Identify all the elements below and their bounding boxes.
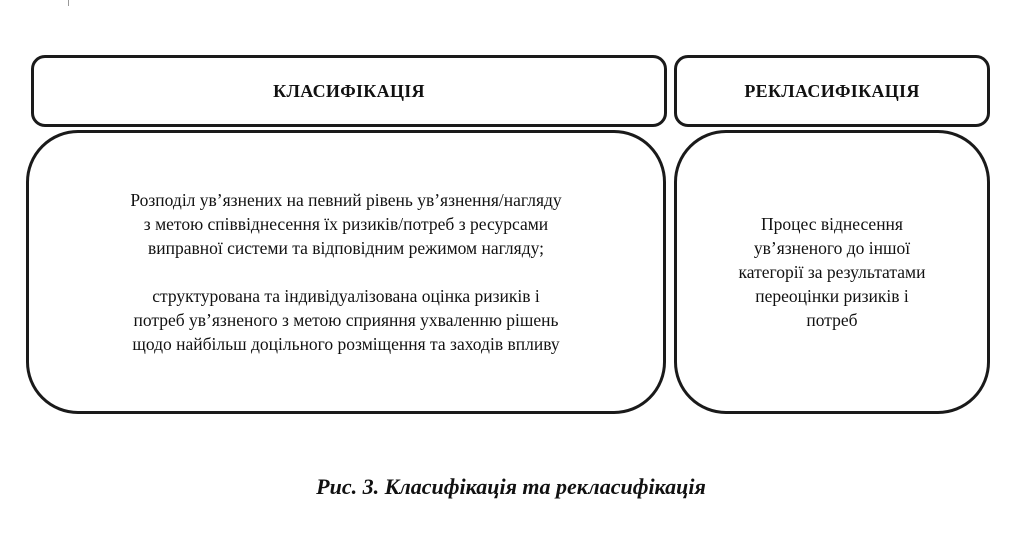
classification-header-label: КЛАСИФІКАЦІЯ bbox=[273, 80, 425, 101]
classification-definition-paragraph-1: Розподіл ув’язнених на певний рівень ув’язнення/нагляду з метою співвіднесення їх ризиків/потреб з ресурсами виправної системи та відповідним режимом нагляду; bbox=[130, 190, 562, 258]
classification-header-box bbox=[31, 55, 667, 127]
page-edge-tick bbox=[68, 0, 69, 6]
classification-definition-box bbox=[26, 130, 666, 414]
classification-definition-paragraph-2: структурована та індивідуалізована оцінка ризиків і потреб ув’язненого з метою сприяння ухваленню рішень щодо найбільш доцільного розміщення та заходів впливу bbox=[132, 286, 560, 354]
reclassification-definition-text: Процес віднесення ув’язненого до іншої категорії за результатами переоцінки ризиків і потреб bbox=[738, 214, 926, 330]
reclassification-definition-box bbox=[674, 130, 990, 414]
reclassification-header-label: РЕКЛАСИФІКАЦІЯ bbox=[744, 80, 920, 101]
figure-caption: Рис. 3. Класифікація та рекласифікація bbox=[316, 474, 706, 499]
reclassification-header-box bbox=[674, 55, 990, 127]
